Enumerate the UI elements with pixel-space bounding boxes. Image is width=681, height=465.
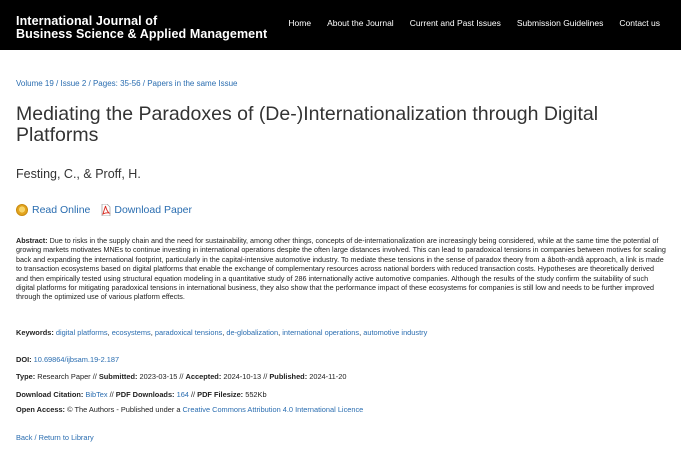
keyword-link[interactable]: paradoxical tensions <box>154 328 223 337</box>
doi-label: DOI: <box>16 355 32 364</box>
breadcrumb-issue[interactable]: Issue 2 <box>60 79 87 88</box>
abstract <box>16 236 666 302</box>
type-value: Research Paper <box>37 372 91 381</box>
top-navigation-bar <box>0 0 681 50</box>
meta-sep: // <box>261 372 270 381</box>
back-link[interactable]: Back <box>16 433 33 442</box>
logo-line-2: Business Science & Applied Management <box>16 27 268 41</box>
back-nav <box>16 433 94 442</box>
keyword-link[interactable]: international operations <box>282 328 360 337</box>
published-label: Published: <box>269 372 308 381</box>
licence-link[interactable]: Creative Commons Attribution 4.0 International Licence <box>182 405 364 414</box>
type-label: Type: <box>16 372 36 381</box>
type-dates-row <box>16 372 346 381</box>
pdf-downloads-count[interactable]: 164 <box>176 390 189 399</box>
return-to-library-link[interactable]: Return to Library <box>38 433 94 442</box>
back-nav-sep: / <box>32 433 39 442</box>
breadcrumb-pages: Pages: 35-56 <box>92 79 141 88</box>
open-access-text: © The Authors - Published under a <box>67 405 181 414</box>
bibtex-link[interactable]: BibTex <box>85 390 108 399</box>
keywords-row: Keywords: digital platforms, ecosystems, paradoxical tensions, de-globalization, international operations, automotive industry <box>16 328 428 337</box>
read-online-icon <box>16 204 28 216</box>
read-online-label: Read Online <box>32 204 91 216</box>
meta-sep: // <box>188 390 198 399</box>
breadcrumb-sep: / <box>86 79 93 88</box>
nav-about[interactable]: About the Journal <box>327 18 394 28</box>
journal-logo[interactable] <box>16 15 267 41</box>
keywords-label: Keywords: <box>16 328 54 337</box>
download-paper-button[interactable] <box>100 204 192 216</box>
nav-contact[interactable]: Contact us <box>619 18 660 28</box>
article-authors: Festing, C., & Proff, H. <box>16 167 141 181</box>
nav-home[interactable]: Home <box>288 18 312 28</box>
keyword-link[interactable]: ecosystems <box>111 328 151 337</box>
pdf-filesize-value: 552Kb <box>245 390 267 399</box>
nav-issues[interactable]: Current and Past Issues <box>409 18 501 28</box>
doi-row <box>16 355 119 364</box>
breadcrumb-volume[interactable]: Volume 19 <box>16 79 54 88</box>
meta-sep: // <box>90 372 99 381</box>
main-nav <box>288 18 660 28</box>
abstract-text: Due to risks in the supply chain and the need for sustainability, among other things, concepts of de-internationalization are increasingly being considered, while at the same time the potential of growing markets motivates MNEs to continue investing in international operations despite the often large distances involved. This can lead to paradoxical tensions in companies between motives for scaling back and expanding the international footprint, particularly in the capital-intensive automotive industry. To mediate these tensions in the sense of paradox theory from a âboth-andâ approach, a link is made to transaction ecosystems based on digital platforms that enable the exchange of complementary resources across national borders with reduced transaction costs. Hypotheses are theoretically derived and then empirically tested using structural equation modeling in a quantitative study of 286 internationally active automotive companies. Although the results of the study confirm the suitability of such digital platforms for mitigating paradoxical tensions in international business, they also show that the performance impact of these ecosystems for companies is still low and needs to be further improved through the optimized use of various platform effects. <box>16 236 666 302</box>
article-actions <box>16 204 202 216</box>
accepted-label: Accepted: <box>185 372 222 381</box>
meta-sep: // <box>177 372 186 381</box>
read-online-button[interactable] <box>16 204 90 216</box>
breadcrumb-sep: / <box>140 79 148 88</box>
citation-label: Download Citation: <box>16 390 84 399</box>
breadcrumb <box>16 79 238 88</box>
keyword-link[interactable]: de-globalization <box>226 328 279 337</box>
keyword-link[interactable]: automotive industry <box>363 328 428 337</box>
pdf-filesize-label: PDF Filesize: <box>197 390 244 399</box>
submitted-value: 2023-03-15 <box>139 372 178 381</box>
nav-submission-guidelines[interactable]: Submission Guidelines <box>516 18 604 28</box>
accepted-value: 2024-10-13 <box>223 372 262 381</box>
logo-line-1: International Journal of <box>16 14 158 28</box>
submitted-label: Submitted: <box>98 372 138 381</box>
open-access-row <box>16 405 363 414</box>
abstract-label: Abstract: <box>16 236 48 245</box>
keyword-link[interactable]: digital platforms <box>55 328 108 337</box>
published-value: 2024-11-20 <box>309 372 347 381</box>
pdf-downloads-label: PDF Downloads: <box>115 390 175 399</box>
breadcrumb-same-issue[interactable]: Papers in the same Issue <box>147 79 238 88</box>
citation-row <box>16 390 267 399</box>
open-access-label: Open Access: <box>16 405 66 414</box>
meta-sep: // <box>107 390 116 399</box>
pdf-icon <box>100 204 110 216</box>
page-title: Mediating the Paradoxes of (De-)Internationalization through Digital Platforms <box>16 103 599 146</box>
doi-link[interactable]: 10.69864/ijbsam.19-2.187 <box>33 355 120 364</box>
breadcrumb-sep: / <box>53 79 61 88</box>
download-paper-label: Download Paper <box>114 204 193 216</box>
